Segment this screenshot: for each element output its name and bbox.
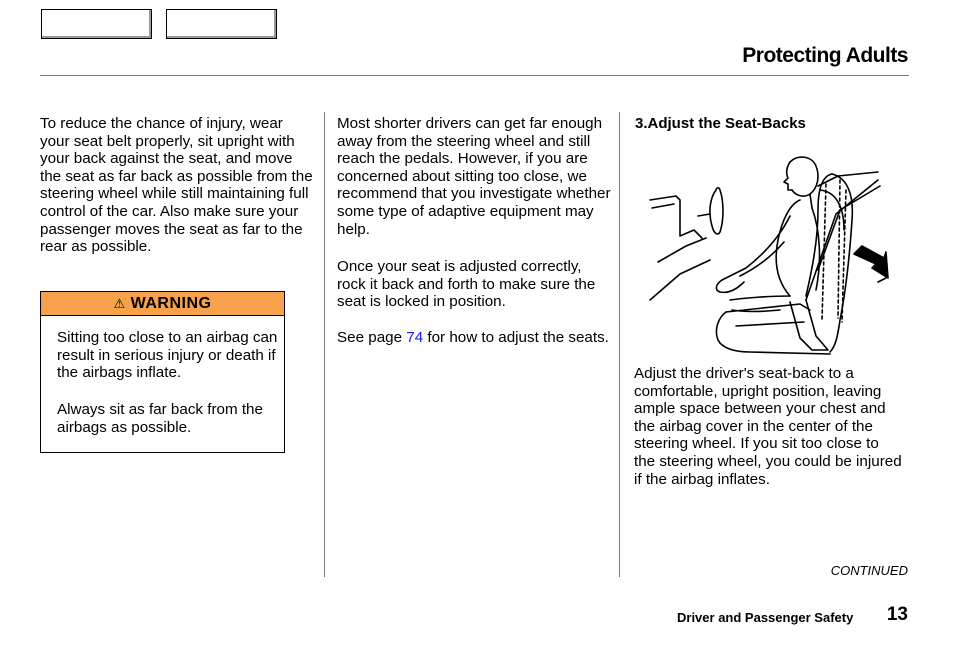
page-title: Protecting Adults <box>742 44 908 67</box>
warning-text-2: Always sit as far back from the airbags as possible. <box>57 401 263 436</box>
seat-lock-paragraph: Once your seat is adjusted correctly, rock it back and forth to make sure the seat is locked in position. <box>337 258 596 311</box>
warning-icon: ⚠ <box>113 295 126 311</box>
column-divider-2 <box>619 112 620 577</box>
shorter-drivers-paragraph: Most shorter drivers can get far enough away from the steering wheel and still reach the pedals. However, if you are concerned about sitting too close, we recommend that you investigate whether some type of adaptive equipment may help. <box>337 115 611 238</box>
section-label: Driver and Passenger Safety <box>677 610 854 625</box>
section-heading: 3.Adjust the Seat-Backs <box>635 115 806 132</box>
page-74-link[interactable]: 74 <box>406 329 424 346</box>
see-page-suffix: for how to adjust the seats. <box>423 329 609 346</box>
column-divider-1 <box>324 112 325 577</box>
warning-box <box>40 291 285 453</box>
title-divider <box>40 75 909 76</box>
warning-label: WARNING <box>130 294 212 312</box>
intro-paragraph: To reduce the chance of injury, wear your seat belt properly, sit upright with your back against the seat, and move the seat as far back as possible from the steering wheel while still maintaining full control of the car. Also make sure your passenger moves the seat as far to the rear as possible. <box>40 115 313 256</box>
next-page-button[interactable] <box>166 9 277 39</box>
see-page-prefix: See page <box>337 329 407 346</box>
previous-page-button[interactable] <box>41 9 152 39</box>
page-number: 13 <box>886 604 908 625</box>
seat-back-paragraph: Adjust the driver's seat-back to a comfortable, upright position, leaving ample space between your chest and the airbag cover in the center of the steering wheel. If you sit too close to the steering wheel, you could be injured if the airbag inflates. <box>634 365 902 488</box>
continued-label: CONTINUED <box>830 563 908 578</box>
warning-text-1: Sitting too close to an airbag can result in serious injury or death if the airbags inflate. <box>57 329 278 382</box>
warning-header <box>41 292 284 316</box>
seat-back-illustration <box>640 150 895 358</box>
see-page-paragraph <box>337 329 612 347</box>
